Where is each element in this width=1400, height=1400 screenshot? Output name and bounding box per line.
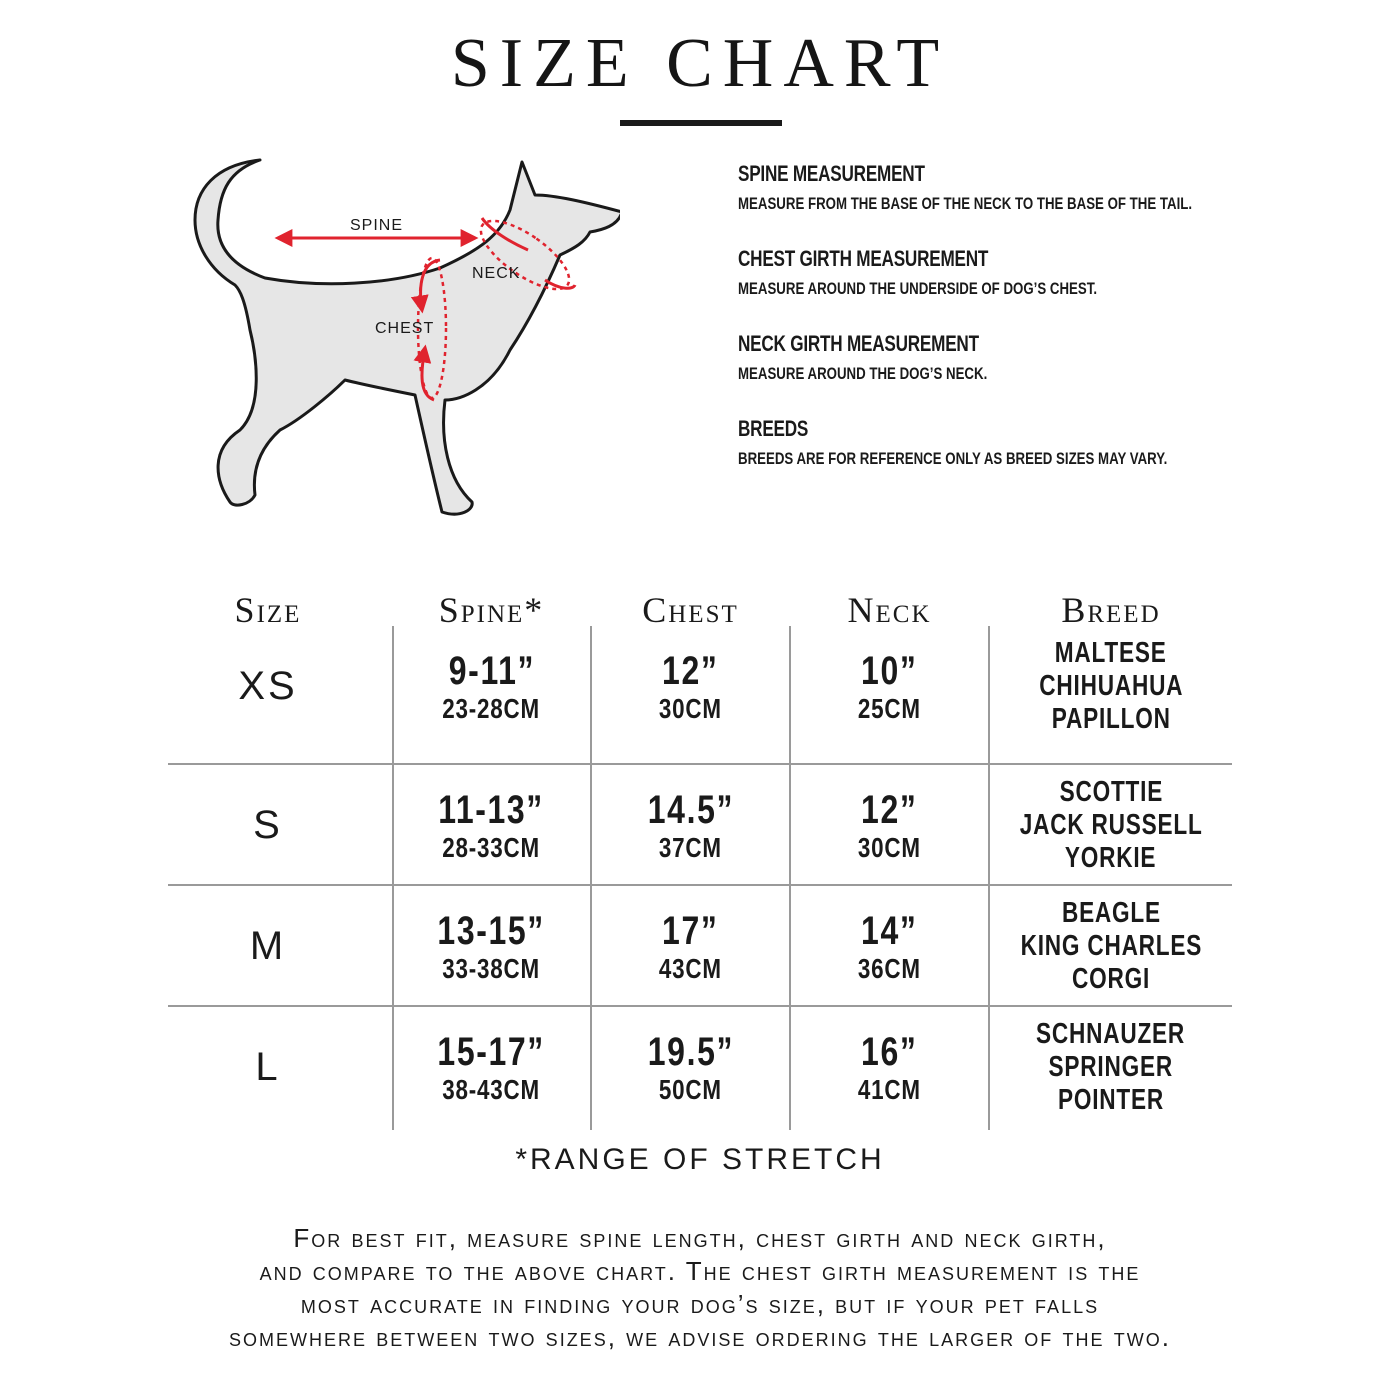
- spine-cell: [393, 1007, 590, 1128]
- chest-cell: [592, 765, 789, 886]
- spine-cell: [393, 626, 590, 747]
- info-heading: NECK GIRTH MEASUREMENT: [738, 331, 979, 356]
- chest-cm: 37CM: [659, 831, 722, 863]
- note-line: and compare to the above chart. The chest girth measurement is the: [259, 1256, 1141, 1286]
- info-heading: CHEST GIRTH MEASUREMENT: [738, 246, 989, 271]
- dog-silhouette-icon: [190, 150, 620, 530]
- spine-cm: 33-38CM: [442, 952, 541, 984]
- breed-name: BEAGLE: [1061, 897, 1161, 929]
- chest-cm: 43CM: [659, 952, 722, 984]
- spine-inches: 9-11”: [448, 648, 535, 693]
- spine-inches: 13-15”: [437, 908, 546, 953]
- info-text: MEASURE AROUND THE UNDERSIDE OF DOG’S CHEST.: [738, 279, 1098, 298]
- neck-cell: [791, 1007, 988, 1128]
- breed-name: SCOTTIE: [1059, 776, 1163, 808]
- chest-cm: 50CM: [659, 1073, 722, 1105]
- table-row: [168, 1005, 1232, 1126]
- breed-name: CORGI: [1071, 963, 1151, 995]
- header-breed: Breed: [1061, 590, 1161, 630]
- spine-cell: [393, 765, 590, 886]
- spine-inches: 11-13”: [438, 787, 545, 832]
- chest-inches: 14.5”: [647, 787, 734, 832]
- breed-name: YORKIE: [1065, 842, 1157, 874]
- size-cell: S: [253, 803, 283, 847]
- chest-label: CHEST: [375, 320, 435, 337]
- neck-cell: [791, 886, 988, 1007]
- note-line: For best fit, measure spine length, chest girth and neck girth,: [293, 1223, 1107, 1253]
- header-neck: Neck: [847, 590, 932, 630]
- spine-cm: 38-43CM: [442, 1073, 541, 1105]
- info-text: MEASURE FROM THE BASE OF THE NECK TO THE BASE OF THE TAIL.: [738, 194, 1193, 213]
- page-title: SIZE CHART: [450, 25, 950, 102]
- neck-cm: 30CM: [858, 831, 921, 863]
- spine-cell: [393, 886, 590, 1007]
- breed-name: MALTESE: [1055, 637, 1167, 669]
- measurement-info: [738, 158, 1338, 498]
- note-line: most accurate in finding your dog’s size, but if your pet falls: [300, 1289, 1100, 1319]
- breed-name: POINTER: [1057, 1084, 1165, 1116]
- neck-label: NECK: [472, 265, 521, 282]
- neck-inches: 10”: [861, 648, 918, 693]
- dog-measurement-diagram: [190, 150, 620, 530]
- info-text: BREEDS ARE FOR REFERENCE ONLY AS BREED SIZES MAY VARY.: [738, 449, 1168, 468]
- info-breeds: [738, 413, 1338, 471]
- spine-cm: 28-33CM: [442, 831, 541, 863]
- size-cell: XS: [238, 664, 298, 708]
- chest-inches: 12”: [662, 648, 719, 693]
- note-line: somewhere between two sizes, we advise ordering the larger of the two.: [229, 1322, 1171, 1352]
- neck-inches: 14”: [861, 908, 918, 953]
- table-row: [168, 626, 1232, 747]
- dog-body: [195, 160, 620, 514]
- header-spine: Spine*: [438, 590, 545, 630]
- spine-cm: 23-28CM: [442, 692, 541, 724]
- neck-cm: 25CM: [858, 692, 921, 724]
- breed-cell: [990, 1007, 1232, 1128]
- neck-cell: [791, 765, 988, 886]
- title-underline: [620, 120, 782, 126]
- neck-cell: [791, 626, 988, 747]
- fit-advice-note: [100, 1222, 1300, 1354]
- neck-cm: 41CM: [858, 1073, 921, 1105]
- chest-inches: 17”: [662, 908, 719, 953]
- breed-name: SPRINGER: [1048, 1051, 1174, 1083]
- chest-cell: [592, 1007, 789, 1128]
- header-chest: Chest: [642, 590, 739, 630]
- breed-name: KING CHARLES: [1020, 930, 1202, 962]
- breed-name: JACK RUSSELL: [1019, 809, 1203, 841]
- breed-cell: [990, 626, 1232, 747]
- chest-inches: 19.5”: [647, 1029, 734, 1074]
- neck-inches: 12”: [861, 787, 918, 832]
- breed-name: PAPILLON: [1051, 703, 1171, 735]
- breed-name: CHIHUAHUA: [1038, 670, 1183, 702]
- breed-cell: [990, 886, 1232, 1007]
- spine-inches: 15-17”: [437, 1029, 546, 1074]
- breed-name: SCHNAUZER: [1036, 1018, 1186, 1050]
- chest-cell: [592, 626, 789, 747]
- breed-cell: [990, 765, 1232, 886]
- info-text: MEASURE AROUND THE DOG’S NECK.: [738, 364, 988, 383]
- size-cell: M: [249, 924, 287, 968]
- size-cell: L: [255, 1045, 281, 1089]
- info-spine: [738, 158, 1338, 216]
- neck-inches: 16”: [861, 1029, 918, 1074]
- spine-label: SPINE: [350, 217, 404, 234]
- info-heading: BREEDS: [738, 416, 809, 441]
- table-row: [168, 763, 1232, 884]
- chest-cell: [592, 886, 789, 1007]
- info-neck: [738, 328, 1338, 386]
- chest-cm: 30CM: [659, 692, 722, 724]
- header-size: Size: [234, 590, 302, 630]
- neck-cm: 36CM: [858, 952, 921, 984]
- info-chest: [738, 243, 1338, 301]
- stretch-footnote: *RANGE OF STRETCH: [515, 1143, 885, 1176]
- table-row: [168, 884, 1232, 1005]
- info-heading: SPINE MEASUREMENT: [738, 161, 925, 186]
